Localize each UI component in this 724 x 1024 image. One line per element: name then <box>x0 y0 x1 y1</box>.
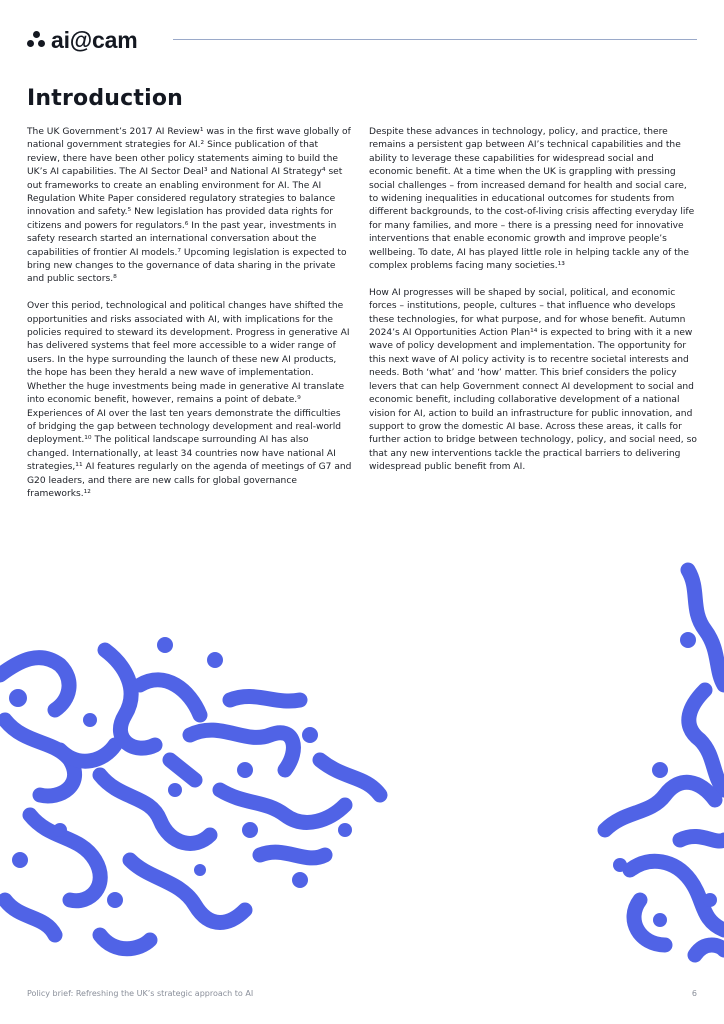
left-column <box>27 126 352 515</box>
right-column <box>369 126 697 488</box>
logo-text: ai@cam <box>51 27 138 53</box>
right-paragraph-1: Despite these advances in technology, policy, and practice, there remains a persistent gap between AI’s technical capabilities and the ability to leverage these capabilities for widespread social and economic benefit. At a time when the UK is grappling with pressing social challenges – from increased demand for health and social care, to widening inequalities in educational outcomes for students from different backgrounds, to the cost-of-living crisis affecting everyday life for many families, and more – there is a pressing need for innovative interventions that enable economic growth and improve people’s wellbeing. To date, AI has played little role in helping tackle any of the complex problems facing many societies.¹³ <box>369 127 695 272</box>
left-paragraph-2: Over this period, technological and political changes have shifted the opportunities and risks associated with AI, with implications for the policies required to steward its development. Progress in generative AI has delivered systems that feel more accessible to a wider range of users. In the hype surrounding the launch of these new AI products, the hope has been they herald a new wave of implementation. Whether the huge investments being made in generative AI translate into economic benefit, however, remains a point of debate.⁹ Experiences of AI over the last ten years demonstrate the difficulties of bridging the gap between technology development and real-world deployment.¹⁰ The political landscape surrounding AI has also changed. Internationally, at least 34 countries now have national AI strategies,¹¹ AI features regularly on the agenda of meetings of G7 and G20 leaders, and there are new calls for global governance frameworks.¹² <box>27 301 352 499</box>
logo-dots-icon <box>27 31 47 49</box>
page-title: Introduction <box>27 86 184 111</box>
page-number: 6 <box>691 989 697 998</box>
header-divider <box>173 39 697 40</box>
ai-cam-logo <box>27 29 137 51</box>
page-footer <box>27 989 697 998</box>
footer-title: Policy brief: Refreshing the UK’s strategic approach to AI <box>27 989 254 998</box>
page-header <box>27 29 697 51</box>
right-paragraph-2: How AI progresses will be shaped by social, political, and economic forces – institutions, people, cultures – that influence who develops these technologies, for what purpose, and for whose benefit. Autumn 2024’s AI Opportunities Action Plan¹⁴ is expected to bring with it a new wave of policy development and implementation. The opportunity for this next wave of AI policy activity is to recentre societal interests and needs. Both ‘what’ and ‘how’ matter. This brief considers the policy levers that can help Government connect AI development to social and economic benefit, including collaborative development of a national vision for AI, action to build an infrastructure for public innovation, and support to grow the domestic AI base. Across these areas, it calls for further action to bridge between technology, policy, and social need, so that any new interventions tackle the practical barriers to delivering widespread public benefit from AI. <box>369 287 697 473</box>
left-paragraph-1: The UK Government’s 2017 AI Review¹ was in the first wave globally of national government strategies for AI.² Since publication of that review, there have been other policy statements aiming to build the UK’s AI capabilities. The AI Sector Deal³ and National AI Strategy⁴ set out frameworks to create an enabling environment for AI. The AI Regulation White Paper considered regulatory strategies to balance innovation and safety.⁵ New legislation has provided data rights for citizens and powers for regulators.⁶ In the past year, investments in safety research started an international conversation about the capabilities of frontier AI models.⁷ Upcoming legislation is expected to bring new changes to the governance of data sharing in the private and public sectors.⁸ <box>27 127 351 285</box>
